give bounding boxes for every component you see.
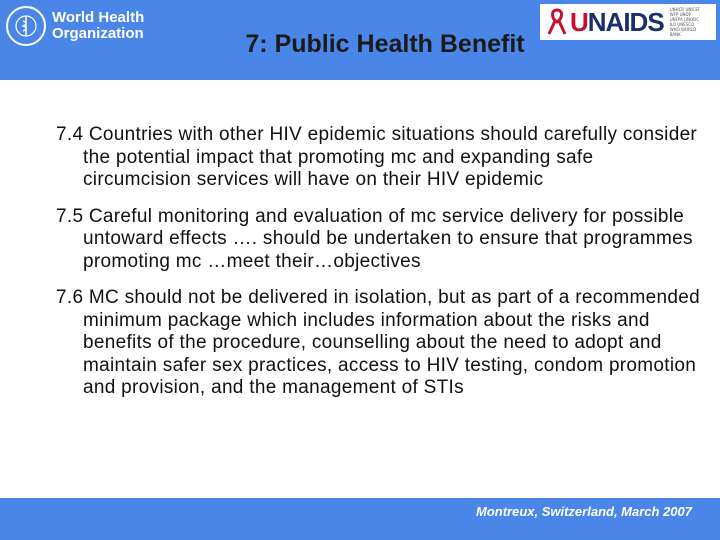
slide-body: [0, 80, 720, 540]
bullet-list: [56, 124, 706, 400]
unaids-wordmark-rest: NAIDS: [587, 6, 664, 37]
unaids-wordmark-u: U: [570, 6, 588, 37]
who-logo: [6, 4, 166, 48]
footer-location-date: Montreux, Switzerland, March 2007: [475, 504, 692, 519]
bullet-7-5: 7.5 Careful monitoring and evaluation of mc service delivery for possible untoward effects …. should be undertaken to ensure that programmes promoting mc …meet their…objectives: [56, 205, 693, 272]
bullet-7-4: 7.4 Countries with other HIV epidemic situations should carefully consider the potential impact that promoting mc and expanding safe circumcision services will have on their HIV epidemic: [56, 124, 698, 190]
unaids-sponsors: UNHCR UNICEF WFP UNDP UNFPA UNODC ILO UNESCO WHO WORLD BANK: [669, 7, 701, 37]
who-logo-line1: World Health: [52, 9, 145, 26]
slide-title: 7: Public Health Benefit: [245, 30, 525, 58]
who-emblem-icon: [6, 6, 46, 46]
bullet-7-6: 7.6 MC should not be delivered in isolation, but as part of a recommended minimum package which includes information about the risks and benefits of the procedure, counselling about the need to adopt and maintain safer sex practices, access to HIV testing, condom promotion and provision, and the management of STIs: [56, 287, 700, 398]
who-logo-text: [52, 10, 144, 42]
who-logo-line2: Organization: [52, 25, 144, 42]
